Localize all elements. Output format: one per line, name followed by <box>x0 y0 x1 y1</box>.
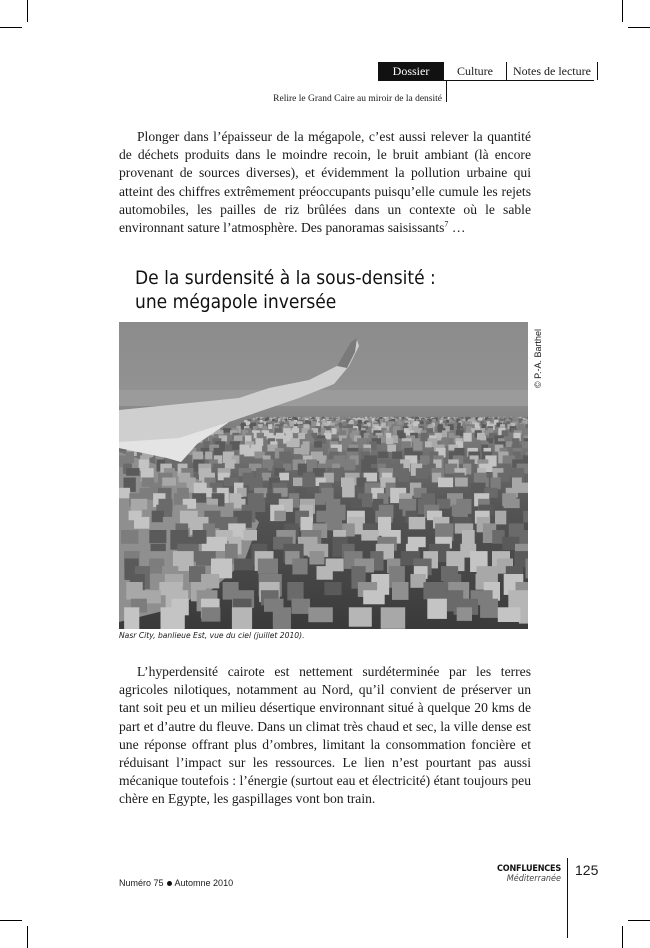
building <box>201 607 220 621</box>
building <box>427 599 447 619</box>
building <box>292 428 300 433</box>
building <box>119 488 130 499</box>
building <box>162 478 176 486</box>
building <box>392 582 409 600</box>
building <box>260 420 263 423</box>
building <box>381 607 406 629</box>
building <box>226 445 233 453</box>
building <box>455 478 468 487</box>
logo-line-1: CONFLUENCES <box>497 864 561 874</box>
building <box>457 607 472 621</box>
paragraph-1-tail: … <box>448 220 466 236</box>
building <box>312 421 317 426</box>
building <box>442 430 447 437</box>
building <box>343 421 347 427</box>
building <box>324 582 341 595</box>
building <box>420 455 430 465</box>
paragraph-1 <box>119 128 531 237</box>
building <box>361 530 379 541</box>
building <box>416 468 428 479</box>
building <box>493 417 495 419</box>
building <box>480 435 486 440</box>
crop-mark <box>628 27 650 28</box>
building <box>460 418 462 420</box>
logo-line-2: Méditerranée <box>506 874 561 884</box>
building <box>392 452 402 459</box>
building <box>334 421 338 424</box>
building <box>218 430 223 434</box>
building <box>480 599 498 618</box>
building <box>386 438 393 444</box>
building <box>303 473 315 487</box>
building <box>387 445 396 452</box>
building <box>358 420 362 424</box>
section-title-line-1: De la surdensité à la sous-densité : <box>135 267 436 289</box>
aerial-photo <box>119 322 528 629</box>
crop-mark <box>622 926 623 948</box>
building <box>351 499 362 509</box>
building <box>426 428 433 433</box>
building <box>317 417 319 419</box>
section-title-line-2: une mégapole inversée <box>135 291 337 313</box>
building <box>408 418 411 420</box>
tab-notes-de-lecture[interactable]: Notes de lecture <box>506 62 598 80</box>
building <box>421 433 429 442</box>
figure-caption: Nasr City, banlieue Est, vue du ciel (juillet 2010). <box>119 631 305 640</box>
section-title <box>135 266 436 314</box>
building <box>472 418 476 421</box>
building <box>398 468 409 482</box>
building <box>491 478 501 490</box>
building <box>340 418 342 420</box>
building <box>287 441 297 447</box>
building <box>317 566 333 580</box>
building <box>326 418 329 421</box>
issue-season: Automne 2010 <box>174 878 234 888</box>
crop-mark <box>628 920 650 921</box>
building <box>298 433 305 439</box>
issue-number: Numéro 75 <box>119 878 164 888</box>
building <box>435 421 440 425</box>
building <box>293 478 302 487</box>
building <box>247 419 251 422</box>
paragraph-1-text: Plonger dans l’épaisseur de la mégapole, c’est aussi relever la quantité de déchets produits dans le moindre recoin, le bruit ambiant (là encore provenant de sources diverses), et évidemment la pollution urbaine qui atteint des chiffres extrêmement préoccupants puisqu’elle cumule les rejets automobiles, les pailles de riz brûlées dans un contexte où le sable environnant sature l’atmosphère. Des panoramas saisissants <box>119 129 531 236</box>
paragraph-2: L’hyperdensité cairote est nettement surdéterminée par les terres agricoles nilotiques, notamment au Nord, qu’il convient de préserver un tant soit peu et un milieu désertique environnant situé à quelque 20 kms de part et d’autre du fleuve. Dans un climat très chaud et sec, la ville dense est une réponse offrant plus d’ombres, limitant la consommation foncière et réduisant l’impact sur les ressources. Le lien n’est pourtant pas aussi mécanique toutefois : l’énergie (surtout eau et électricité) étant toujours peu chère en Egypte, les gaspillages vont bon train. <box>119 664 531 807</box>
building <box>274 511 286 521</box>
building <box>268 424 272 429</box>
crop-mark <box>0 920 22 921</box>
building <box>234 435 243 441</box>
building <box>355 418 358 420</box>
building <box>380 419 384 423</box>
building <box>287 582 303 600</box>
running-head: Relire le Grand Caire au miroir de la densité <box>273 94 442 104</box>
issue-label <box>119 878 233 888</box>
building <box>471 483 485 494</box>
building <box>126 468 139 476</box>
building <box>441 418 444 420</box>
building <box>258 559 278 574</box>
building <box>273 607 291 629</box>
building <box>506 441 512 447</box>
bullet-icon <box>167 881 172 886</box>
building <box>161 607 185 629</box>
building <box>234 559 253 571</box>
building <box>522 428 529 433</box>
crop-mark <box>0 27 22 28</box>
building <box>482 417 484 419</box>
crop-mark <box>27 0 28 22</box>
building <box>498 607 521 622</box>
tab-culture[interactable]: Culture <box>457 64 493 78</box>
building <box>363 590 385 604</box>
building <box>121 530 138 544</box>
building <box>292 559 307 575</box>
building <box>134 517 149 529</box>
tabs-divider <box>446 80 447 102</box>
photo-credit: © P.-A. Barthel <box>533 329 543 388</box>
building <box>522 441 528 448</box>
building <box>332 428 337 434</box>
building <box>225 459 236 468</box>
building <box>449 433 455 438</box>
tabs-underline <box>378 80 594 81</box>
building <box>152 511 164 523</box>
building <box>349 607 372 626</box>
section-tabs <box>378 62 598 80</box>
building <box>413 441 422 450</box>
building <box>420 421 423 424</box>
tab-dossier[interactable]: Dossier <box>378 62 444 80</box>
building <box>314 441 322 447</box>
building <box>478 418 482 420</box>
building <box>426 421 430 424</box>
page-number-rule <box>567 858 568 938</box>
building <box>308 607 333 622</box>
building <box>526 559 529 579</box>
crop-mark <box>622 0 623 22</box>
building <box>243 530 257 541</box>
building <box>294 448 305 454</box>
building <box>325 517 342 531</box>
building <box>341 441 348 450</box>
building <box>290 423 295 427</box>
building <box>309 551 324 564</box>
building <box>409 517 426 529</box>
building <box>301 517 313 531</box>
crop-mark <box>27 926 28 948</box>
building <box>342 483 355 498</box>
building <box>495 511 506 525</box>
building <box>319 417 321 418</box>
building <box>232 607 252 629</box>
building <box>257 433 264 439</box>
building <box>205 452 212 460</box>
building <box>279 473 289 481</box>
building <box>385 417 387 419</box>
building <box>315 493 326 505</box>
building <box>504 499 520 508</box>
building <box>124 607 139 629</box>
building <box>463 433 471 442</box>
building <box>292 599 311 614</box>
building <box>446 417 448 419</box>
building <box>274 417 276 418</box>
building <box>344 459 355 470</box>
building <box>517 417 519 419</box>
page-number: 125 <box>575 862 599 878</box>
building <box>457 423 461 427</box>
building <box>523 511 528 523</box>
footnote-ref[interactable]: 7 <box>444 219 449 229</box>
building <box>330 423 335 426</box>
building <box>456 430 463 436</box>
building <box>438 478 453 488</box>
building <box>149 530 166 543</box>
building <box>397 421 402 425</box>
building <box>378 452 389 459</box>
building <box>316 423 320 427</box>
journal-logo <box>495 864 561 884</box>
building <box>163 517 175 529</box>
building <box>297 421 303 424</box>
building <box>223 428 231 433</box>
building <box>400 433 406 439</box>
building <box>425 441 432 447</box>
building <box>244 448 255 457</box>
building <box>385 419 388 422</box>
building <box>255 419 258 423</box>
building <box>140 488 154 500</box>
building <box>423 582 444 599</box>
